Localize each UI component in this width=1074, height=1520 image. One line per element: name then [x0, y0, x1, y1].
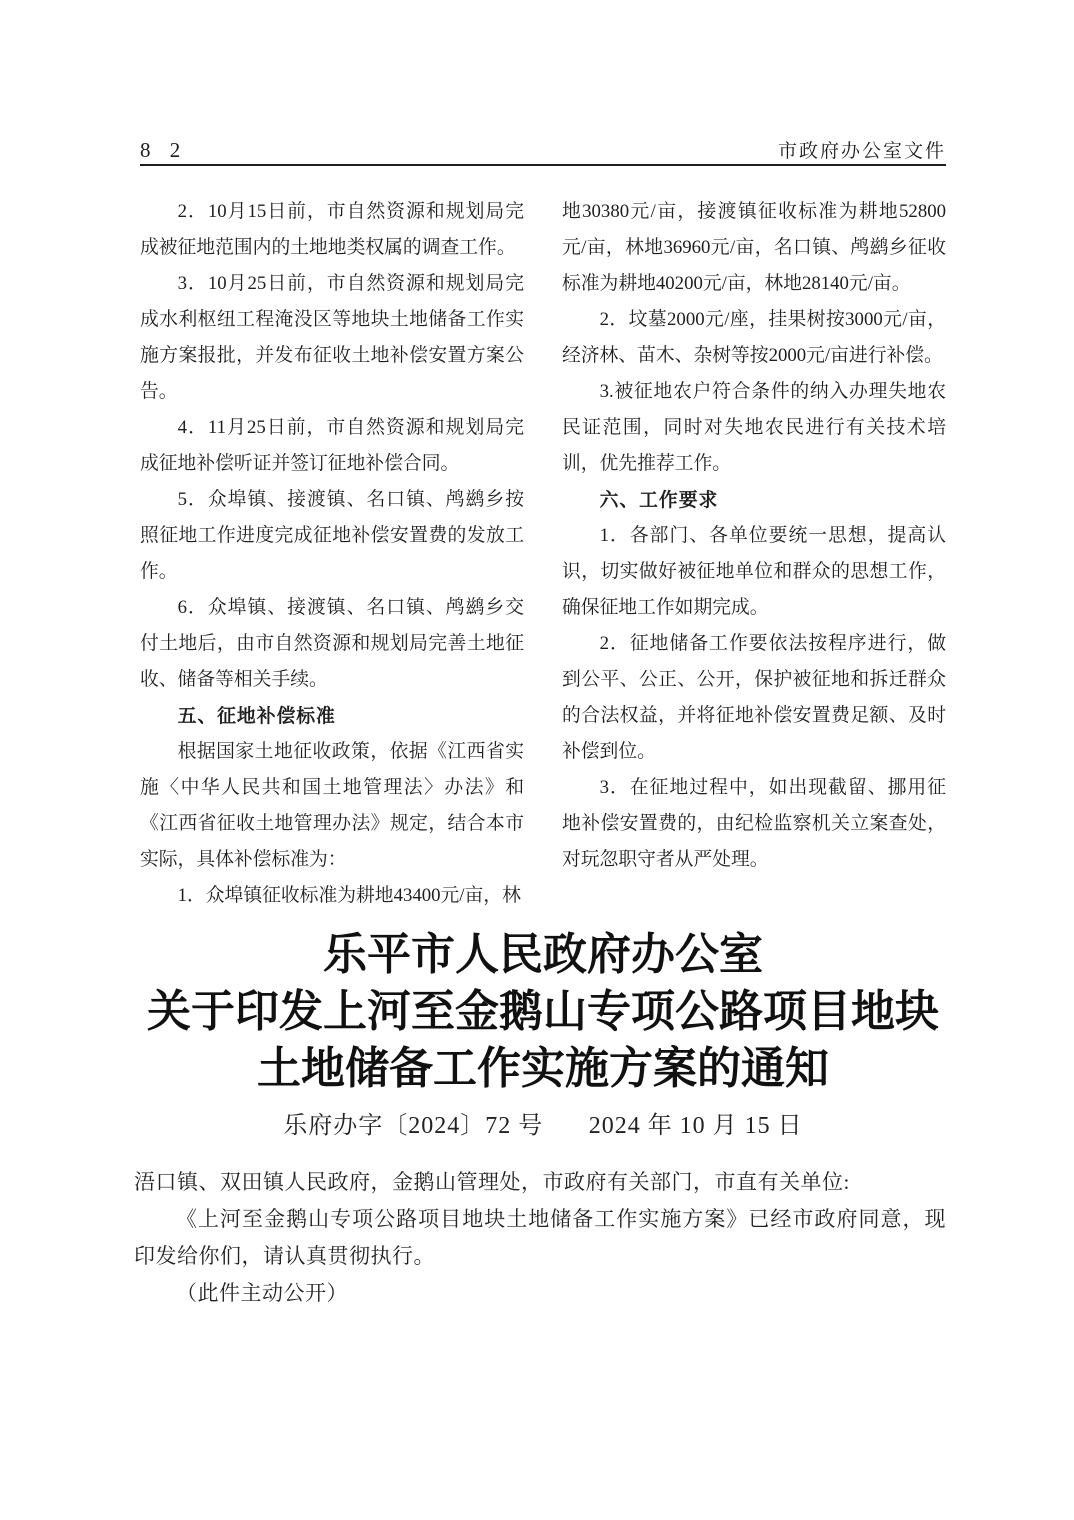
- body-paragraph: 5．众埠镇、接渡镇、名口镇、鸬鹚乡按照征地工作进度完成征地补偿安置费的发放工作。: [140, 489, 524, 582]
- body-paragraph: 4．11月25日前，市自然资源和规划局完成征地补偿听证并签订征地补偿合同。: [140, 417, 524, 474]
- notice-paragraph: （此件主动公开）: [176, 1281, 348, 1305]
- page-number: 8 2: [140, 138, 188, 162]
- body-paragraph: 3．在征地过程中，如出现截留、挪用征地补偿安置费的，由纪检监察机关立案查处，对玩忽职守者从严处理。: [562, 777, 946, 870]
- body-paragraph: 六、工作要求: [599, 489, 719, 510]
- notice-paragraph: 浯口镇、双田镇人民政府，金鹅山管理处，市政府有关部门，市直有关单位:: [134, 1170, 850, 1194]
- body-paragraph: 6．众埠镇、接渡镇、名口镇、鸬鹚乡交付土地后，由市自然资源和规划局完善土地征收、储备等相关手续。: [140, 597, 524, 690]
- right-column: [562, 194, 946, 880]
- body-paragraph: 2．10月15日前，市自然资源和规划局完成被征地范围内的土地地类权属的调查工作。: [140, 201, 524, 258]
- body-paragraph: 1．各部门、各单位要统一思想，提高认识，切实做好被征地单位和群众的思想工作，确保征地工作如期完成。: [562, 525, 946, 618]
- doc-number: 乐府办字〔2024〕72 号: [283, 1113, 544, 1139]
- doc-number-line: [110, 1108, 976, 1144]
- header-doc-type-label: 市政府办公室文件: [777, 141, 946, 162]
- two-column-body: [140, 194, 946, 906]
- notice-title-line: 乐平市人民政府办公室: [323, 930, 763, 979]
- body-paragraph: 2．征地储备工作要依法按程序进行，做到公平、公正、公开，保护被征地和拆迁群众的合法权益，并将征地补偿安置费足额、及时补偿到位。: [562, 633, 946, 762]
- header-rule: [140, 164, 946, 166]
- notice-title-line: 土地储备工作实施方案的通知: [257, 1044, 829, 1093]
- body-paragraph: 2．坟墓2000元/座，挂果树按3000元/亩，经济林、苗木、杂树等按2000元/亩进行补偿。: [562, 309, 946, 366]
- notice-paragraph: 《上河至金鹅山专项公路项目地块土地储备工作实施方案》已经市政府同意，现印发给你们，请认真贯彻执行。: [134, 1207, 946, 1268]
- page-header: [140, 136, 946, 163]
- body-paragraph: 1．众埠镇征收标准为耕地43400元/亩，林: [177, 885, 521, 906]
- body-paragraph: 五、征地补偿标准: [177, 705, 336, 726]
- left-column: [140, 194, 524, 906]
- body-paragraph: 根据国家土地征收政策，依据《江西省实施〈中华人民共和国土地管理法〉办法》和《江西省征收土地管理办法》规定，结合本市实际，具体补偿标准为：: [140, 741, 524, 870]
- body-paragraph: 3．10月25日前，市自然资源和规划局完成水利枢纽工程淹没区等地块土地储备工作实施方案报批，并发布征收土地补偿安置方案公告。: [140, 273, 524, 402]
- doc-date: 2024 年 10 月 15 日: [588, 1113, 803, 1139]
- body-paragraph: 3.被征地农户符合条件的纳入办理失地农民证范围，同时对失地农民进行有关技术培训，优先推荐工作。: [562, 381, 946, 474]
- notice-body: [134, 1164, 946, 1312]
- body-paragraph: 地30380元/亩，接渡镇征收标准为耕地52800元/亩，林地36960元/亩，名口镇、鸬鹚乡征收标准为耕地40200元/亩，林地28140元/亩。: [562, 201, 946, 294]
- notice-title: [110, 926, 976, 1097]
- notice-title-line: 关于印发上河至金鹅山专项公路项目地块: [147, 987, 939, 1036]
